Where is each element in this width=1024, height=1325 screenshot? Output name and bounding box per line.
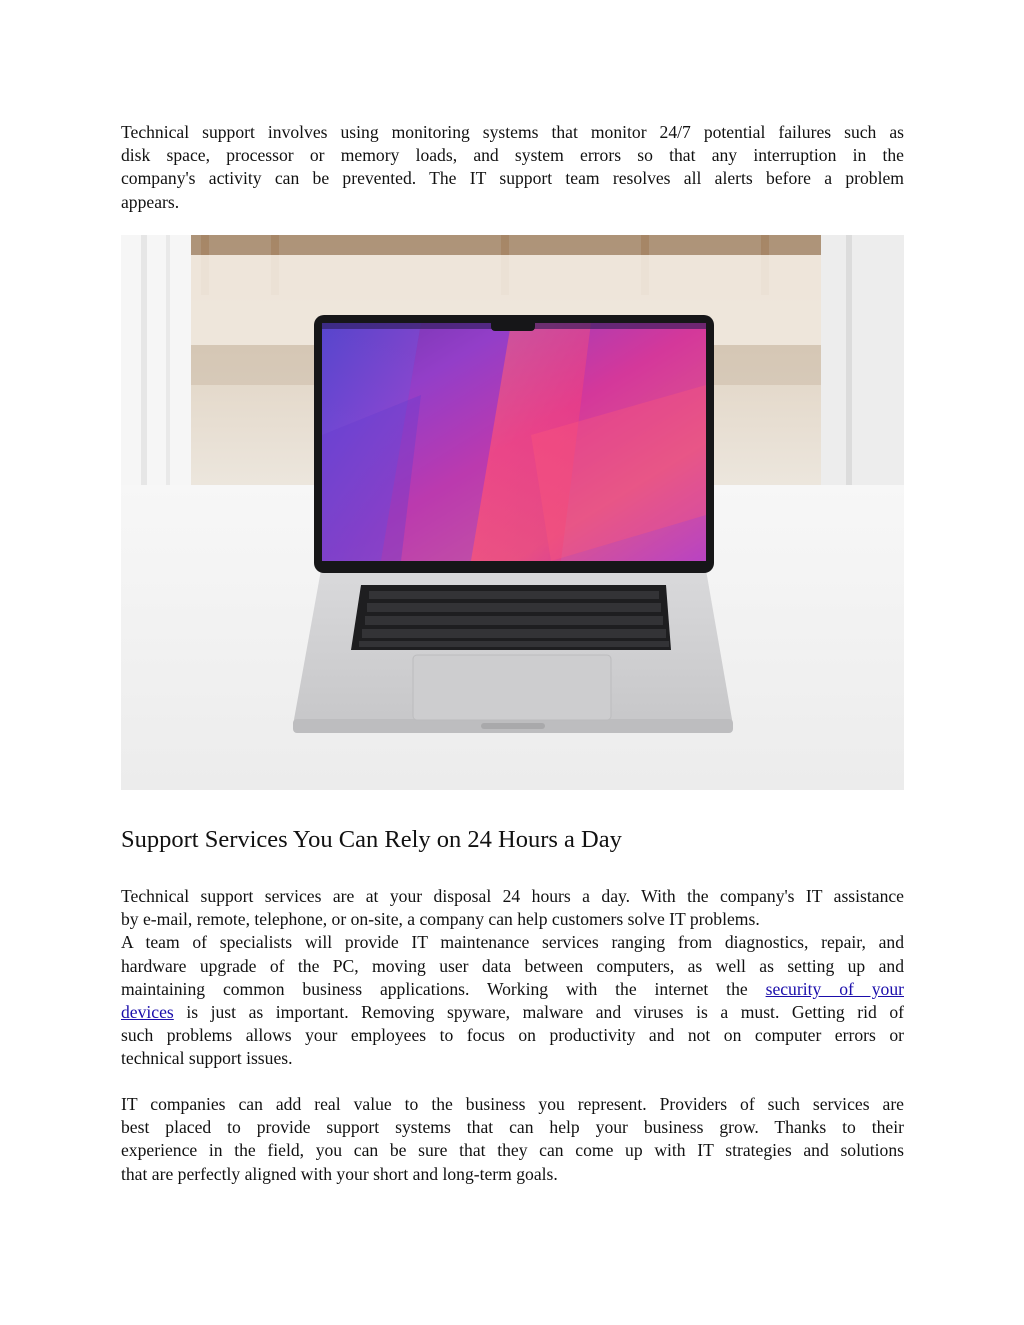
security-link[interactable]: security of your: [765, 978, 904, 999]
text-line: A team of specialists will provide IT maintenance services ranging from diagnostics, repair, and: [121, 932, 904, 953]
text-line: that are perfectly aligned with your short and long-term goals.: [121, 1163, 558, 1184]
text-line: best placed to provide support systems that can help your business grow. Thanks to their: [121, 1117, 904, 1138]
laptop-photo: [121, 235, 904, 790]
text-line: [121, 1001, 904, 1024]
text-fragment: maintaining common business applications. Working with the internet the: [121, 978, 766, 999]
security-link-continued[interactable]: devices: [121, 1002, 174, 1023]
text-line: company's activity can be prevented. The IT support team resolves all alerts before a problem: [121, 168, 904, 189]
text-line: Technical support involves using monitoring systems that monitor 24/7 potential failures such as: [121, 122, 904, 142]
text-line: appears.: [121, 191, 180, 212]
services-paragraph: [121, 885, 904, 1071]
section-heading: Support Services You Can Rely on 24 Hours a Day: [121, 826, 622, 853]
text-line: such problems allows your employees to focus on productivity and not on computer errors or: [121, 1025, 904, 1046]
text-line: IT companies can add real value to the business you represent. Providers of such services are: [121, 1094, 904, 1114]
text-line: disk space, processor or memory loads, and system errors so that any interruption in the: [121, 145, 904, 166]
text-line: experience in the field, you can be sure that they can come up with IT strategies and solutions: [121, 1140, 904, 1161]
text-line: [121, 978, 904, 1001]
text-fragment: is just as important. Removing spyware, malware and viruses is a must. Getting rid of: [173, 1002, 904, 1023]
text-line: by e-mail, remote, telephone, or on-site, a company can help customers solve IT problems.: [121, 909, 760, 930]
text-line: hardware upgrade of the PC, moving user data between computers, as well as setting up and: [121, 955, 904, 976]
text-line: Technical support services are at your disposal 24 hours a day. With the company's IT assistance: [121, 886, 904, 906]
intro-paragraph: [121, 121, 904, 214]
text-line: technical support issues.: [121, 1048, 293, 1069]
value-paragraph: [121, 1093, 904, 1186]
